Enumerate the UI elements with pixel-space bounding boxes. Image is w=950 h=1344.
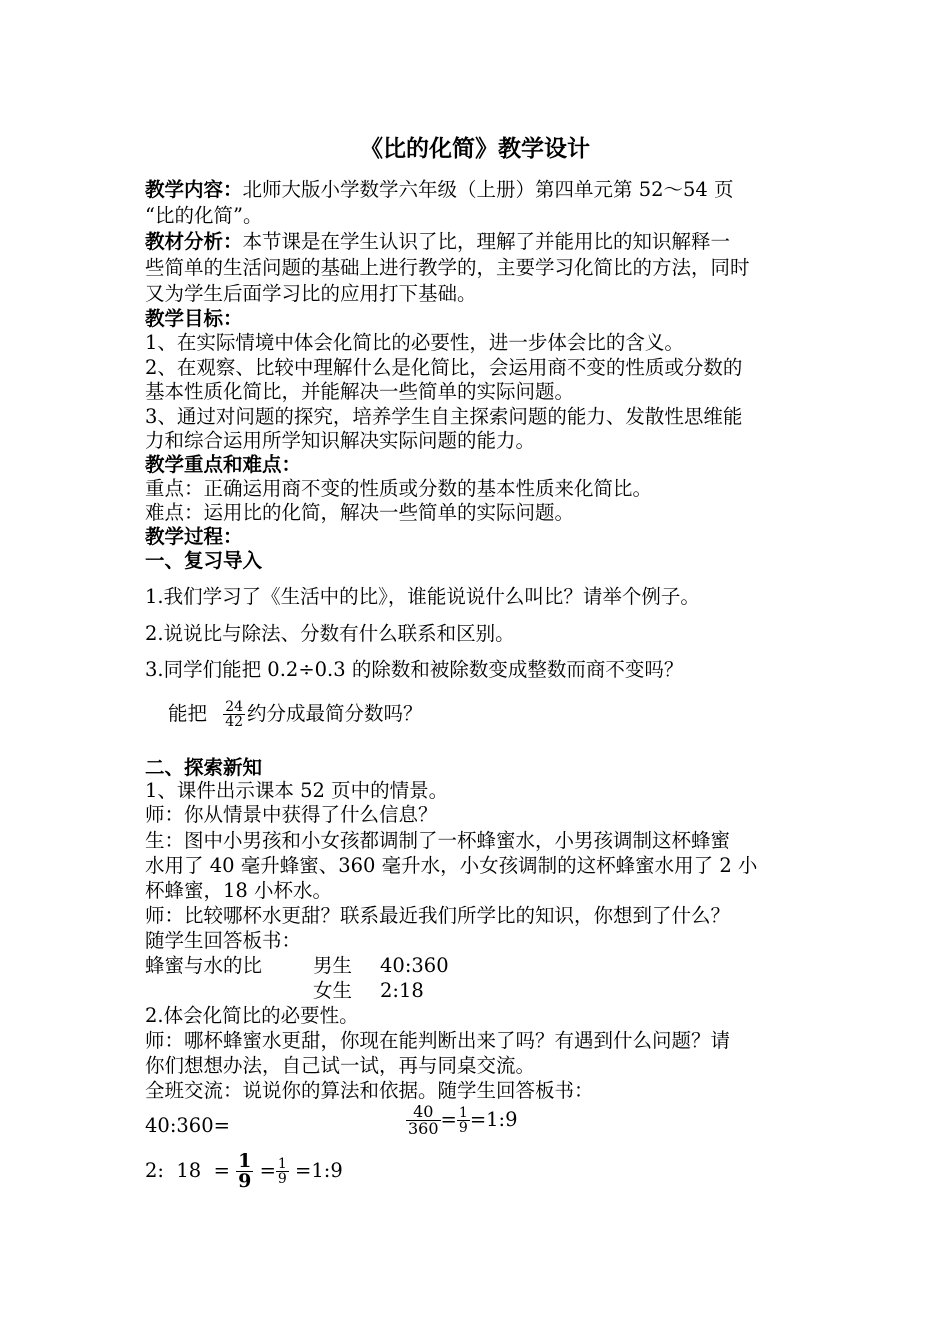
equation-2 <box>145 1152 343 1191</box>
goal-3b: 力和综合运用所学知识解决实际问题的能力。 <box>145 429 536 452</box>
fraction-numerator: 1 <box>238 1150 252 1172</box>
q4-suffix: 约分成最简分数吗？ <box>247 702 423 725</box>
board-note-1: 随学生回答板书： <box>145 929 302 952</box>
fraction-numerator: 1 <box>458 1105 468 1121</box>
teacher-line-1: 师：你从情景中获得了什么信息？ <box>145 803 438 826</box>
boy-label: 男生 <box>313 954 353 977</box>
keypoints-label: 教学重点和难点： <box>145 453 302 476</box>
equation-2-result: =1:9 <box>295 1159 343 1182</box>
fraction-1-9-bold <box>236 1152 253 1191</box>
fraction-denominator: 360 <box>408 1119 439 1138</box>
teacher-line-3b: 你们想想办法，自己试一试，再与同桌交流。 <box>145 1054 536 1077</box>
q4-prefix: 能把 <box>168 702 208 725</box>
equals-sign: = <box>259 1159 276 1182</box>
goal-2b: 基本性质化简比，并能解决一些简单的实际问题。 <box>145 380 575 403</box>
equals-sign: = <box>440 1108 457 1131</box>
girl-ratio: 2:18 <box>380 979 424 1002</box>
student-answer-1b: 水用了 40 毫升蜂蜜、360 毫升水，小女孩调制的这杯蜂蜜水用了 2 小 <box>145 854 758 877</box>
part1-heading: 一、复习导入 <box>145 549 263 572</box>
student-answer-1c: 杯蜂蜜，18 小杯水。 <box>145 879 333 902</box>
fraction-denominator: 42 <box>225 714 244 730</box>
analysis-text-3: 又为学生后面学习比的应用打下基础。 <box>145 282 477 305</box>
goal-1: 1、在实际情境中体会化简比的必要性，进一步体会比的含义。 <box>145 331 684 354</box>
fraction-denominator: 9 <box>277 1171 287 1187</box>
fraction-numerator: 1 <box>277 1156 287 1172</box>
girl-label: 女生 <box>313 979 353 1002</box>
equation-1-result: =1:9 <box>469 1108 518 1131</box>
fraction-1-9 <box>457 1106 470 1135</box>
content-line-1 <box>145 177 734 203</box>
content-label: 教学内容： <box>145 178 243 201</box>
analysis-text-1: 本节课是在学生认识了比，理解了并能用比的知识解释一 <box>242 230 731 253</box>
page-title: 《比的化简》教学设计 <box>360 135 590 162</box>
content-text-2: “比的化简”。 <box>145 204 263 227</box>
analysis-line-1 <box>145 229 730 255</box>
fraction-24-42 <box>223 700 245 729</box>
process-label: 教学过程： <box>145 525 243 548</box>
student-answer-1a: 生：图中小男孩和小女孩都调制了一杯蜂蜜水，小男孩调制这杯蜂蜜 <box>145 829 731 852</box>
review-question-4 <box>168 698 423 729</box>
fraction-1-9 <box>276 1157 289 1186</box>
step-1: 1、课件出示课本 52 页中的情景。 <box>145 779 449 802</box>
review-question-3: 3.同学们能把 0.2÷0.3 的除数和被除数变成整数而商不变吗？ <box>145 658 684 681</box>
content-text-1: 北师大版小学数学六年级（上册）第四单元第 52～54 页 <box>242 178 734 201</box>
analysis-text-2: 些简单的生活问题的基础上进行教学的，主要学习化简比的方法，同时 <box>145 256 750 279</box>
equation-2-left: 2: 18 = <box>145 1159 230 1182</box>
fraction-40-360 <box>406 1104 441 1137</box>
equation-1-right <box>406 1104 518 1137</box>
part2-heading: 二、探索新知 <box>145 756 263 779</box>
fraction-denominator: 9 <box>238 1170 252 1192</box>
teacher-line-3a: 师：哪杯蜂蜜水更甜，你现在能判断出来了吗？有遇到什么问题？请 <box>145 1029 731 1052</box>
goal-2a: 2、在观察、比较中理解什么是化简比，会运用商不变的性质或分数的 <box>145 356 743 379</box>
class-share: 全班交流：说说你的算法和依据。随学生回答板书： <box>145 1079 594 1102</box>
keypoint-focus: 重点：正确运用商不变的性质或分数的基本性质来化简比。 <box>145 477 653 500</box>
equation-1-left: 40:360= <box>145 1114 230 1137</box>
goal-3a: 3、通过对问题的探究，培养学生自主探索问题的能力、发散性思维能 <box>145 405 743 428</box>
ratio-label: 蜂蜜与水的比 <box>145 954 263 977</box>
fraction-numerator: 24 <box>225 699 244 715</box>
goals-label: 教学目标： <box>145 307 243 330</box>
boy-ratio: 40:360 <box>380 954 449 977</box>
teacher-line-2: 师：比较哪杯水更甜？联系最近我们所学比的知识，你想到了什么？ <box>145 904 731 927</box>
review-question-2: 2.说说比与除法、分数有什么联系和区别。 <box>145 622 515 645</box>
fraction-denominator: 9 <box>458 1120 468 1136</box>
review-question-1: 1.我们学习了《生活中的比》，谁能说说什么叫比？请举个例子。 <box>145 585 700 608</box>
step-2: 2.体会化简比的必要性。 <box>145 1004 359 1027</box>
keypoint-difficulty: 难点：运用比的化简，解决一些简单的实际问题。 <box>145 501 575 524</box>
fraction-numerator: 40 <box>413 1102 434 1121</box>
analysis-label: 教材分析： <box>145 230 243 253</box>
